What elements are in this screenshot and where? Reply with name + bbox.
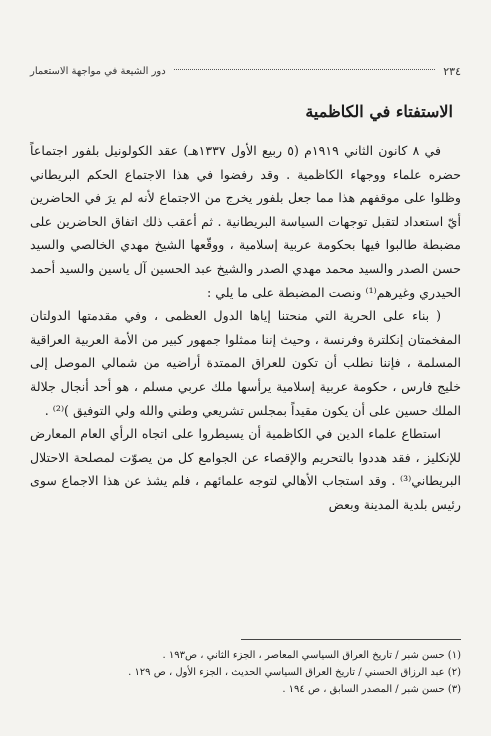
- page-number: ٢٣٤: [443, 64, 461, 78]
- running-header: [30, 62, 461, 80]
- footnote-divider: [241, 639, 461, 640]
- footnotes: [30, 647, 461, 698]
- paragraph: استطاع علماء الدين في الكاظمية أن يسيطروا على اتجاه الرأي العام المعارض للإنكليز ، فقد هددوا بالتحريم والإقصاء عن الجوامع كل من يصوّت لمصلحة الاحتلال البريطاني⁽³⁾ . وقد استجاب الأهالي لتوجه علمائهم ، فلم يشذ عن هذا الاجماع سوى رئيس بلدية المدينة وبعض: [30, 426, 461, 512]
- footnote: (١) حسن شبر / تاريخ العراق السياسي المعاصر ، الجزء الثاني ، ص١٩٣ .: [162, 650, 461, 661]
- paragraph: في ٨ كانون الثاني ١٩١٩م (٥ ربيع الأول ١٣٣٧هـ) عقد الكولونيل بلفور اجتماعاً حضره علماء ووجهاء الكاظمية . وقد رفضوا في هذا الاجتماع الحكم البريطاني وظلوا على موقفهم هذا مما جعل بلفور يخرج من الاجتماع لأنه لم يرَ في الحاضرين أيّ استعداد لتقبل توجهات السياسة البريطانية . ثم أعقب ذلك اتفاق الحاضرين على مضبطة طالبوا فيها بحكومة عربية إسلامية ، ووقّعها الشيخ مهدي الخالصي والسيد حسن الصدر والسيد محمد مهدي الصدر والشيخ عبد الحسين آل ياسين والسيد أحمد الحيدري وغيرهم⁽¹⁾ ونصت المضبطة على ما يلي :: [30, 143, 461, 300]
- body-text: [30, 139, 461, 517]
- running-title: دور الشيعة في مواجهة الاستعمار: [30, 65, 166, 77]
- header-leader-dots: [174, 69, 436, 70]
- footnote: (٢) عبد الرزاق الحسني / تاريخ العراق السياسي الحديث ، الجزء الأول ، ص ١٢٩ .: [128, 667, 461, 678]
- section-title: الاستفتاء في الكاظمية: [305, 102, 453, 121]
- footnote: (٣) حسن شبر / المصدر السابق ، ص ١٩٤ .: [282, 684, 461, 695]
- paragraph: ( بناء على الحرية التي منحتنا إياها الدول العظمى ، وفي مقدمتها الدولتان المفخمتان إنكلترة وفرنسة ، وحيث إننا ممثلوا جمهور كبير من الأمة العربية العراقية المسلمة ، فإننا نطلب أن تكون للعراق الممتدة أراضيه من شمالي الموصل إلى خليج فارس ، حكومة عربية إسلامية يرأسها ملك عربي مسلم ، هو أحد أنجال جلالة الملك حسين على أن يكون مقيداً بمجلس تشريعي وطني والله ولي التوفيق )⁽²⁾ .: [30, 308, 461, 418]
